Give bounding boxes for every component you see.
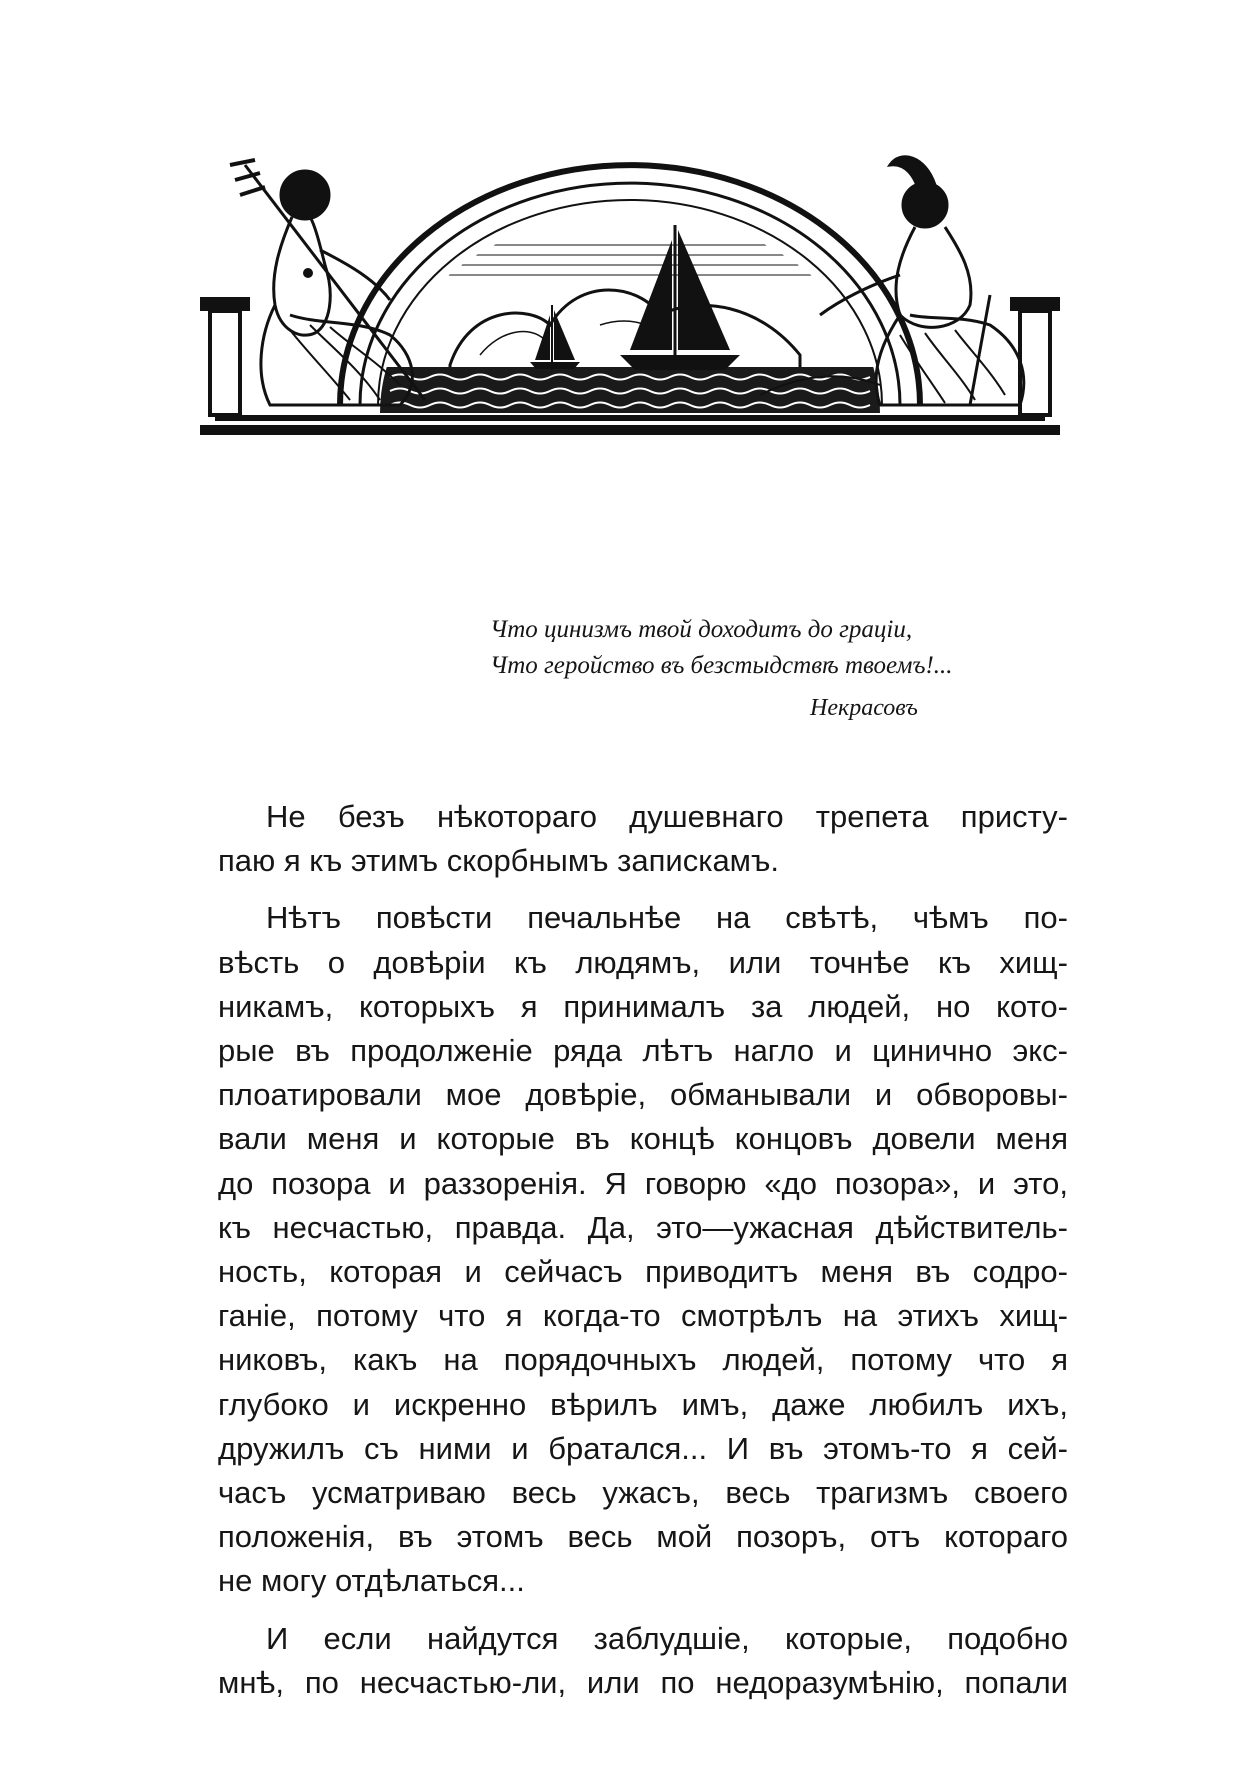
epigraph-line-1: Что цинизмъ твой доходитъ до граціи, bbox=[490, 616, 913, 643]
body-text bbox=[218, 795, 1068, 1718]
text-line: глубоко и искренно вѣрилъ имъ, даже любилъ ихъ, bbox=[218, 1386, 1068, 1422]
text-line: паю я къ этимъ скорбнымъ запискамъ. bbox=[218, 843, 779, 879]
text-line: положенія, въ этомъ весь мой позоръ, отъ котораго bbox=[218, 1519, 1068, 1555]
text-line: И если найдутся заблудшіе, которые, подобно bbox=[266, 1620, 1068, 1656]
text-line: мнѣ, по несчастью-ли, или по недоразумѣнію, попали bbox=[218, 1664, 1068, 1700]
paragraph-2 bbox=[218, 896, 1068, 1603]
epigraph-author: Некрасовъ bbox=[810, 695, 918, 721]
paragraph-3 bbox=[218, 1617, 1068, 1705]
text-line: ность, которая и сейчасъ приводитъ меня въ содро- bbox=[218, 1254, 1068, 1290]
text-line: плоатировали мое довѣріе, обманывали и обворовы- bbox=[218, 1077, 1068, 1113]
text-line: къ несчастью, правда. Да, это—ужасная дѣйствитель- bbox=[218, 1209, 1068, 1245]
text-line: часъ усматриваю весь ужасъ, весь трагизмъ своего bbox=[218, 1475, 1068, 1511]
text-line: ганіе, потому что я когда-то смотрѣлъ на этихъ хищ- bbox=[218, 1298, 1068, 1334]
text-line: Не безъ нѣкотораго душевнаго трепета присту- bbox=[266, 799, 1068, 834]
text-line: никамъ, которыхъ я принималъ за людей, но кото- bbox=[218, 988, 1068, 1024]
text-line: рые въ продолженіе ряда лѣтъ нагло и цинично экс- bbox=[218, 1033, 1068, 1069]
text-line: не могу отдѣлаться... bbox=[218, 1563, 525, 1599]
text-line: Нѣтъ повѣсти печальнѣе на свѣтѣ, чѣмъ по- bbox=[266, 900, 1068, 936]
text-line: никовъ, какъ на порядочныхъ людей, потому что я bbox=[218, 1342, 1068, 1378]
epigraph-line-2: Что геройство въ безстыдствѣ твоемъ!... bbox=[490, 652, 953, 679]
text-line: дружилъ съ ними и братался... И въ этомъ-то я сей- bbox=[218, 1430, 1068, 1466]
epigraph bbox=[490, 612, 1050, 726]
text-line: вѣсть о довѣріи къ людямъ, или точнѣе къ хищ- bbox=[218, 944, 1068, 980]
text-line: до позора и раззоренія. Я говорю «до позора», и это, bbox=[218, 1165, 1068, 1201]
paragraph-1 bbox=[218, 795, 1068, 883]
headpiece-illustration bbox=[200, 155, 1060, 443]
text-line: вали меня и которые въ концѣ концовъ довели меня bbox=[218, 1121, 1068, 1157]
